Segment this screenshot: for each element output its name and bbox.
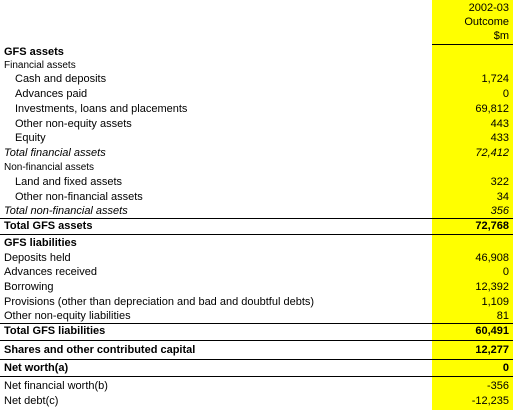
row-label: Net financial worth(b) [4, 380, 108, 392]
row-label: Total non-financial assets [4, 205, 128, 217]
header-rule [432, 44, 513, 45]
row-value: 1,724 [481, 73, 509, 85]
row-label: Borrowing [4, 281, 54, 293]
column-header-year: 2002-03 [468, 2, 509, 14]
row-value: 46,908 [475, 252, 509, 264]
row-label: Equity [15, 132, 46, 144]
row-label: Advances received [4, 266, 97, 278]
row-rule [0, 234, 513, 235]
row-value: 1,109 [481, 296, 509, 308]
row-label: Other non-equity assets [15, 118, 132, 130]
row-label: Net debt(c) [4, 395, 59, 407]
row-value: 34 [496, 191, 509, 203]
row-label: GFS liabilities [4, 237, 77, 249]
column-header-outcome: Outcome [464, 16, 509, 28]
row-label: Net worth(a) [4, 362, 69, 374]
row-label: Shares and other contributed capital [4, 344, 196, 356]
row-value: 12,392 [475, 281, 509, 293]
row-label: Other non-equity liabilities [4, 310, 131, 322]
row-value: 0 [502, 362, 509, 374]
row-value: 0 [502, 266, 509, 278]
row-rule [0, 376, 513, 377]
row-value: 322 [490, 176, 509, 188]
row-value: 433 [490, 132, 509, 144]
row-rule [0, 323, 513, 324]
row-label: Advances paid [15, 88, 88, 100]
row-rule [0, 340, 513, 341]
row-label: Land and fixed assets [15, 176, 123, 188]
row-label: Other non-financial assets [15, 191, 143, 203]
row-label: Cash and deposits [15, 73, 107, 85]
row-label: Investments, loans and placements [15, 103, 188, 115]
row-label: Deposits held [4, 252, 71, 264]
row-value: 81 [496, 310, 509, 322]
row-label: Total financial assets [4, 147, 106, 159]
row-value: 0 [502, 88, 509, 100]
row-value: -12,235 [471, 395, 509, 407]
row-value: 60,491 [475, 325, 509, 337]
row-value: 356 [490, 205, 509, 217]
row-value: 443 [490, 118, 509, 130]
row-label: Financial assets [4, 60, 76, 71]
row-label: Non-financial assets [4, 162, 95, 173]
row-value: 72,768 [475, 220, 509, 232]
row-label: GFS assets [4, 46, 64, 58]
row-value: 12,277 [475, 344, 509, 356]
row-label: Total GFS assets [4, 220, 93, 232]
row-value: 72,412 [475, 147, 509, 159]
column-header-unit: $m [493, 30, 509, 42]
row-value: 69,812 [475, 103, 509, 115]
row-label: Provisions (other than depreciation and bad and doubtful debts) [4, 296, 315, 308]
row-value: -356 [486, 380, 509, 392]
row-rule [0, 218, 513, 219]
row-label: Total GFS liabilities [4, 325, 106, 337]
row-rule [0, 359, 513, 360]
